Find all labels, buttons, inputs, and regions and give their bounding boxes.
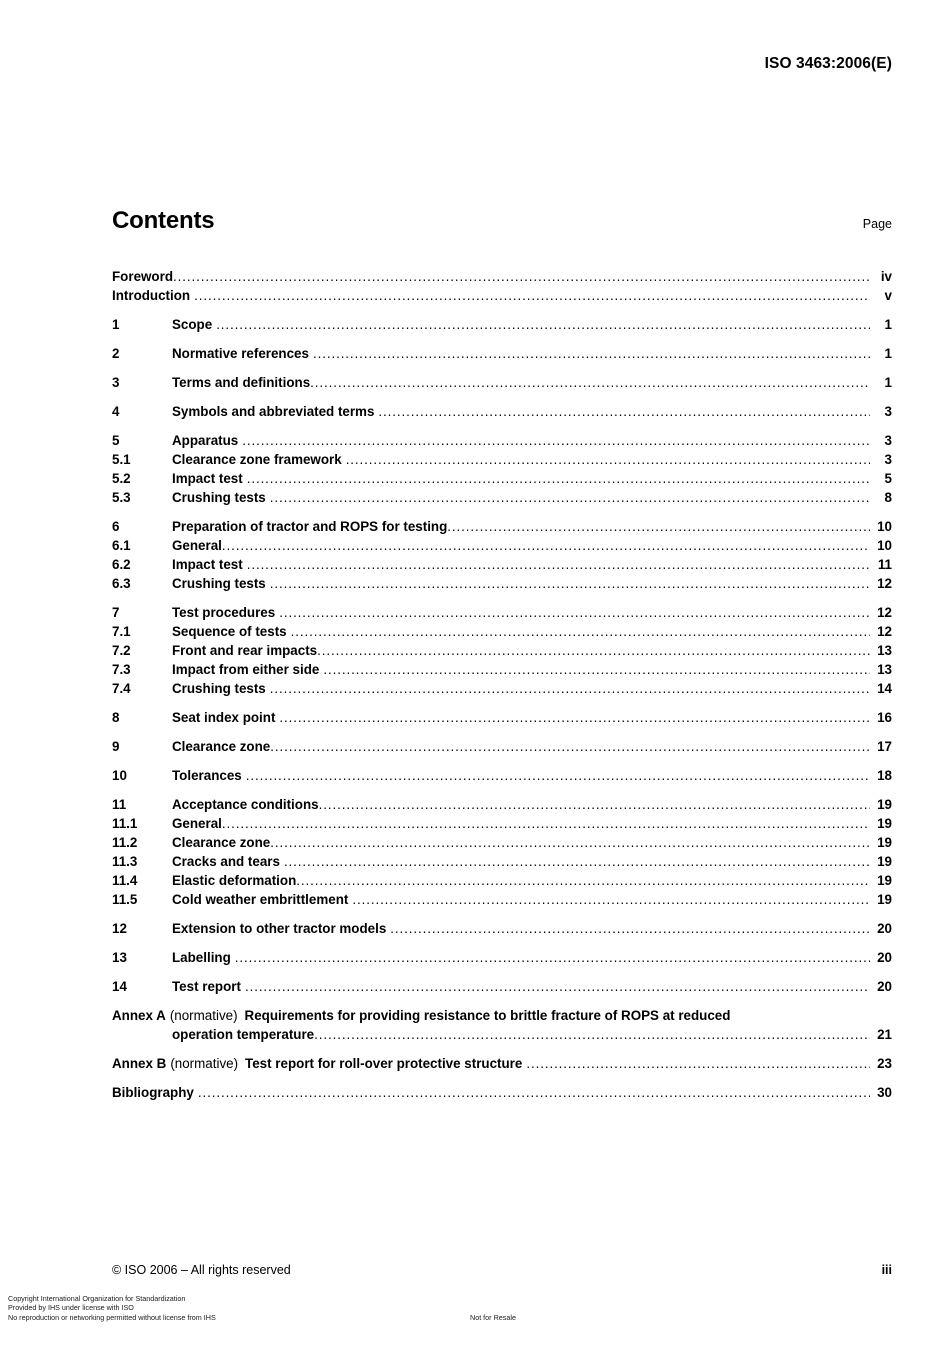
ihs-line-2: Provided by IHS under license with ISO — [8, 1303, 134, 1313]
toc-group — [112, 795, 892, 909]
toc-entry-number: 11.4 — [112, 873, 138, 888]
toc-entry-page-number: 19 — [877, 854, 892, 869]
dot-leader — [245, 977, 870, 996]
toc-entry-label: Acceptance conditions — [172, 797, 319, 812]
dot-leader — [346, 450, 870, 469]
toc-entry-label: Introduction — [112, 288, 191, 303]
toc-group — [112, 977, 892, 996]
toc-entry[interactable] — [112, 948, 892, 967]
toc-entry-number: 7 — [112, 605, 120, 620]
toc-entry-label: Impact test — [172, 557, 243, 572]
toc-entry-label: Scope — [172, 317, 213, 332]
annex-label: Annex A — [112, 1008, 166, 1023]
toc-entry-page-number: 18 — [877, 768, 892, 783]
dot-leader — [216, 315, 870, 334]
toc-entry-page-number: 12 — [877, 576, 892, 591]
toc-entry-label: Apparatus — [172, 433, 239, 448]
toc-entry-label: Normative references — [172, 346, 309, 361]
toc-group — [112, 373, 892, 392]
toc-annex-entry[interactable] — [112, 1006, 892, 1044]
toc-entry-page-number: 1 — [884, 317, 892, 332]
toc-entry-number: 4 — [112, 404, 120, 419]
toc-entry-label: General — [172, 538, 222, 553]
toc-group — [112, 603, 892, 698]
toc-entry-page-number: 12 — [877, 624, 892, 639]
toc-group — [112, 766, 892, 785]
toc-entry[interactable] — [112, 488, 892, 507]
dot-leader — [270, 737, 870, 756]
toc-entry-page-number: 19 — [877, 892, 892, 907]
dot-leader — [296, 871, 870, 890]
toc-entry-number: 11.5 — [112, 892, 138, 907]
toc-entry-page-number: 12 — [877, 605, 892, 620]
toc-entry-page-number: 1 — [884, 375, 892, 390]
toc-entry[interactable] — [112, 814, 892, 833]
toc-entry[interactable] — [112, 890, 892, 909]
toc-entry[interactable] — [112, 267, 892, 286]
toc-group — [112, 344, 892, 363]
toc-group — [112, 267, 892, 305]
toc-entry-page-number: 13 — [877, 643, 892, 658]
dot-leader — [247, 469, 870, 488]
toc-entry-label: Test procedures — [172, 605, 276, 620]
annex-title-text-continued: operation temperature — [172, 1027, 315, 1042]
toc-entry-label: General — [172, 816, 222, 831]
annex-title-text: Test report for roll-over protective structure — [245, 1056, 523, 1071]
toc-entry-number: 10 — [112, 768, 127, 783]
toc-entry-number: 6.1 — [112, 538, 131, 553]
toc-entry-label: Sequence of tests — [172, 624, 287, 639]
toc-entry[interactable] — [112, 344, 892, 363]
dot-leader — [270, 833, 870, 852]
toc-entry-page-number: 23 — [877, 1056, 892, 1071]
toc-entry[interactable] — [112, 315, 892, 334]
toc-entry-page-number: 19 — [877, 835, 892, 850]
toc-entry-page-number: 10 — [877, 519, 892, 534]
toc-entry-label: Preparation of tractor and ROPS for testing — [172, 519, 448, 534]
toc-entry-label: Tolerances — [172, 768, 242, 783]
toc-entry-label: Impact test — [172, 471, 243, 486]
toc-entry[interactable] — [112, 536, 892, 555]
toc-entry[interactable] — [112, 919, 892, 938]
footer-copyright: © ISO 2006 – All rights reserved — [112, 1263, 291, 1277]
toc-entry-page-number: v — [884, 288, 892, 303]
toc-entry-number: 6 — [112, 519, 120, 534]
toc-entry-page-number: 21 — [877, 1027, 892, 1042]
toc-entry-bibliography[interactable] — [112, 1083, 892, 1102]
ihs-line-1: Copyright International Organization for Standardization — [8, 1294, 186, 1303]
toc-entry-page-number: 3 — [884, 452, 892, 467]
toc-group — [112, 1083, 892, 1102]
toc-entry-number: 12 — [112, 921, 127, 936]
page-footer — [112, 1263, 892, 1277]
toc-entry[interactable] — [112, 795, 892, 814]
toc-entry-label: Labelling — [172, 950, 231, 965]
toc-entry-label: Front and rear impacts — [172, 643, 318, 658]
toc-entry[interactable] — [112, 373, 892, 392]
toc-entry[interactable] — [112, 431, 892, 450]
dot-leader — [242, 431, 870, 450]
toc-entry-label: Test report — [172, 979, 241, 994]
toc-entry-page-number: 19 — [877, 797, 892, 812]
toc-entry-number: 11.1 — [112, 816, 138, 831]
toc-entry-page-number: 16 — [877, 710, 892, 725]
dot-leader — [270, 574, 870, 593]
toc-group — [112, 737, 892, 756]
annex-title-line — [112, 1054, 892, 1073]
toc-entry-label: Clearance zone framework — [172, 452, 342, 467]
toc-entry-number: 6.2 — [112, 557, 131, 572]
dot-leader — [194, 286, 870, 305]
toc-entry-page-number: 30 — [877, 1085, 892, 1100]
dot-leader — [323, 660, 870, 679]
toc-entry[interactable] — [112, 708, 892, 727]
toc-entry[interactable] — [112, 737, 892, 756]
toc-entry-number: 8 — [112, 710, 120, 725]
dot-leader — [291, 622, 870, 641]
toc-entry-page-number: 13 — [877, 662, 892, 677]
toc-entry-number: 3 — [112, 375, 120, 390]
dot-leader — [198, 1083, 870, 1102]
toc-entry-label: Crushing tests — [172, 576, 266, 591]
toc-entry-number: 13 — [112, 950, 127, 965]
toc-entry-number: 5.2 — [112, 471, 131, 486]
toc-entry-label: Extension to other tractor models — [172, 921, 387, 936]
toc-group — [112, 431, 892, 507]
toc-entry[interactable] — [112, 286, 892, 305]
toc-entry-number: 2 — [112, 346, 120, 361]
toc-entry[interactable] — [112, 977, 892, 996]
toc-entry-label: Elastic deformation — [172, 873, 297, 888]
toc-entry-page-number: 14 — [877, 681, 892, 696]
toc-entry[interactable] — [112, 402, 892, 421]
toc-entry-label: Foreword — [112, 269, 174, 284]
dot-leader — [314, 1025, 870, 1044]
toc-entry[interactable] — [112, 622, 892, 641]
toc-entry-label: Clearance zone — [172, 835, 271, 850]
toc-entry-page-number: 8 — [884, 490, 892, 505]
ihs-license-block — [8, 1294, 216, 1322]
toc-entry-label: Clearance zone — [172, 739, 271, 754]
toc-group — [112, 517, 892, 593]
toc-entry[interactable] — [112, 641, 892, 660]
toc-entry-number: 5 — [112, 433, 120, 448]
annex-label: Annex B — [112, 1056, 167, 1071]
toc-entry-number: 11 — [112, 797, 127, 812]
toc-entry-label: Cracks and tears — [172, 854, 280, 869]
dot-leader — [247, 555, 870, 574]
toc-entry-number: 1 — [112, 317, 120, 332]
toc-annex-entry[interactable] — [112, 1054, 892, 1073]
toc-entry-number: 11.2 — [112, 835, 138, 850]
dot-leader — [173, 267, 870, 286]
dot-leader — [222, 536, 870, 555]
toc-entry[interactable] — [112, 852, 892, 871]
page-column-header: Page — [862, 217, 892, 231]
toc-entry[interactable] — [112, 469, 892, 488]
toc-entry-page-number: 20 — [877, 950, 892, 965]
toc-entry-number: 5.3 — [112, 490, 131, 505]
toc-entry-label: Impact from either side — [172, 662, 320, 677]
toc-entry-label: Crushing tests — [172, 681, 266, 696]
toc-entry-number: 5.1 — [112, 452, 131, 467]
annex-title-line-continued — [112, 1025, 892, 1044]
toc-entry-number: 7.1 — [112, 624, 131, 639]
toc-entry-label: Terms and definitions — [172, 375, 311, 390]
toc-entry[interactable] — [112, 766, 892, 785]
toc-entry-number: 7.3 — [112, 662, 131, 677]
annex-title-text: Requirements for providing resistance to brittle fracture of ROPS at reduced — [244, 1008, 731, 1023]
toc-entry-number: 11.3 — [112, 854, 138, 869]
dot-leader — [270, 679, 870, 698]
page-title: Contents — [112, 207, 215, 234]
toc-entry-number: 14 — [112, 979, 127, 994]
toc-group — [112, 708, 892, 727]
dot-leader — [222, 814, 870, 833]
annex-normative-tag: (normative) — [169, 1008, 238, 1023]
dot-leader — [284, 852, 870, 871]
toc-entry[interactable] — [112, 603, 892, 622]
not-for-resale-notice: Not for Resale — [470, 1313, 516, 1322]
toc-group — [112, 315, 892, 334]
toc-group — [112, 948, 892, 967]
toc-entry-number: 9 — [112, 739, 120, 754]
table-of-contents — [112, 267, 892, 1102]
dot-leader — [310, 373, 870, 392]
toc-entry-page-number: 5 — [884, 471, 892, 486]
toc-entry-number: 7.4 — [112, 681, 131, 696]
toc-entry-label: Seat index point — [172, 710, 276, 725]
dot-leader — [319, 795, 870, 814]
dot-leader — [279, 708, 870, 727]
toc-entry-number: 7.2 — [112, 643, 131, 658]
toc-entry-number: 6.3 — [112, 576, 131, 591]
toc-entry-page-number: 19 — [877, 873, 892, 888]
toc-entry-page-number: 20 — [877, 979, 892, 994]
annex-title-line — [112, 1006, 892, 1025]
dot-leader — [378, 402, 870, 421]
dot-leader — [235, 948, 870, 967]
toc-entry[interactable] — [112, 660, 892, 679]
dot-leader — [279, 603, 870, 622]
toc-entry-page-number: 3 — [884, 433, 892, 448]
toc-entry[interactable] — [112, 871, 892, 890]
dot-leader — [447, 517, 870, 536]
dot-leader — [352, 890, 870, 909]
toc-entry-page-number: 20 — [877, 921, 892, 936]
dot-leader — [270, 488, 870, 507]
footer-page-number: iii — [881, 1263, 892, 1277]
toc-entry-label: Symbols and abbreviated terms — [172, 404, 375, 419]
toc-entry-page-number: 10 — [877, 538, 892, 553]
toc-entry-label: Bibliography — [112, 1085, 194, 1100]
ihs-line-3: No reproduction or networking permitted without license from IHS — [8, 1312, 216, 1322]
toc-entry-page-number: 17 — [877, 739, 892, 754]
annex-normative-tag: (normative) — [170, 1056, 239, 1071]
document-header-standard-ref: ISO 3463:2006(E) — [764, 55, 892, 72]
toc-entry[interactable] — [112, 833, 892, 852]
toc-entry-page-number: 3 — [884, 404, 892, 419]
dot-leader — [246, 766, 870, 785]
contents-title-row — [112, 207, 892, 235]
toc-entry-label: Crushing tests — [172, 490, 266, 505]
toc-group — [112, 402, 892, 421]
toc-entry-label: Cold weather embrittlement — [172, 892, 349, 907]
toc-group — [112, 919, 892, 938]
toc-entry[interactable] — [112, 555, 892, 574]
dot-leader — [390, 919, 870, 938]
toc-entry[interactable] — [112, 517, 892, 536]
dot-leader — [526, 1054, 870, 1073]
toc-entry-page-number: 19 — [877, 816, 892, 831]
toc-entry[interactable] — [112, 450, 892, 469]
toc-entry-page-number: 1 — [884, 346, 892, 361]
toc-entry-page-number: iv — [880, 269, 892, 284]
dot-leader — [313, 344, 870, 363]
dot-leader — [317, 641, 870, 660]
toc-entry[interactable] — [112, 679, 892, 698]
toc-entry[interactable] — [112, 574, 892, 593]
toc-entry-page-number: 11 — [877, 557, 892, 572]
